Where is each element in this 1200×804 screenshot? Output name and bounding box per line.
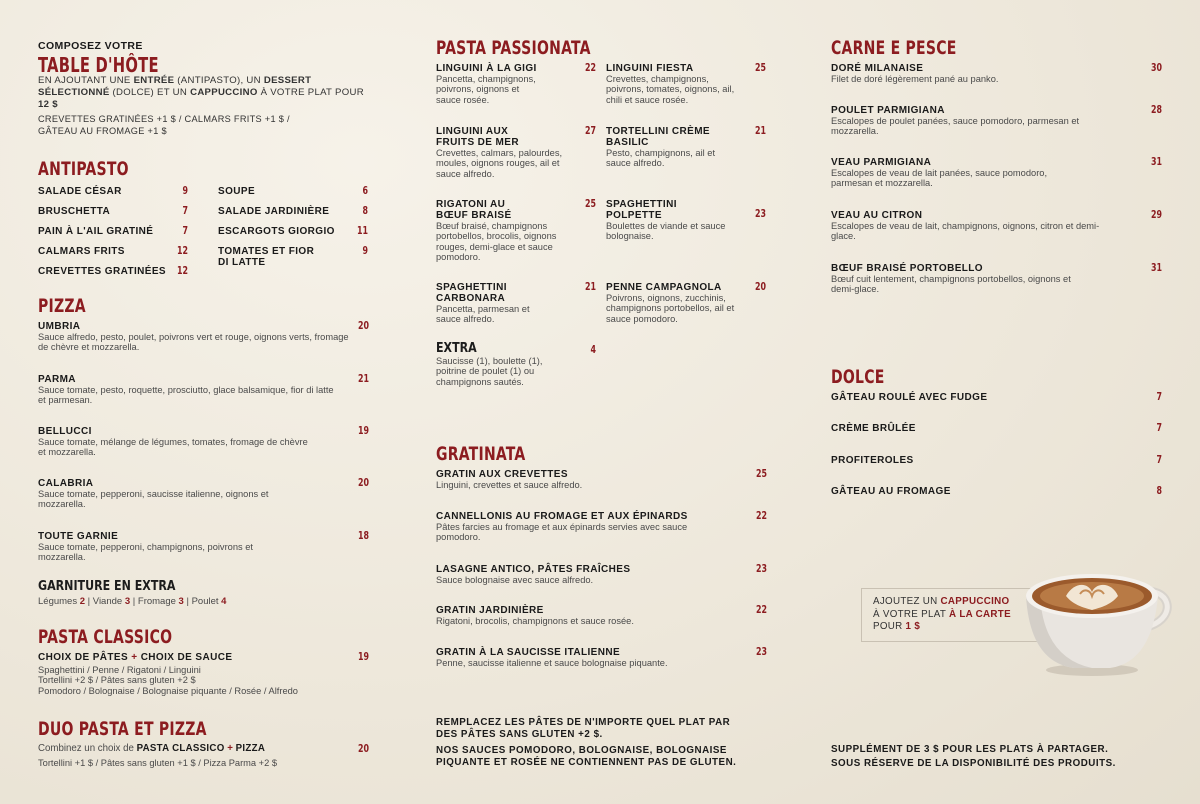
cappuccino-cup-image <box>1022 566 1174 678</box>
gratinata-item-name: GRATIN À LA SAUCISSE ITALIENNE <box>436 647 621 658</box>
gratinata-item-desc: Sauce bolognaise avec sauce alfredo. <box>436 575 594 585</box>
passionata-item-desc: Pesto, champignons, ail et sauce alfredo. <box>606 148 716 169</box>
pizza-item-price: 18 <box>357 529 369 542</box>
dolce-item-price: 7 <box>1156 421 1162 434</box>
gratinata-item-name: LASAGNE ANTICO, PÂTES FRAÎCHES <box>436 564 631 575</box>
carne-item-desc: Escalopes de veau de lait panées, sauce pomodoro, parmesan et mozzarella. <box>831 168 1048 189</box>
gratinata-item-desc: Penne, saucisse italienne et sauce bolognaise piquante. <box>436 658 668 668</box>
table-hote-description: EN AJOUTANT UNE ENTRÉE (ANTIPASTO), UN DESSERT SÉLECTIONNÉ (DOLCE) ET UN CAPPUCCINO À VOTRE PLAT POUR 12 $ <box>38 75 364 110</box>
pizza-title: PIZZA <box>38 295 86 317</box>
antipasto-item-name: SALADE JARDINIÈRE <box>218 206 330 217</box>
pasta-passionata-title: PASTA PASSIONATA <box>436 37 591 59</box>
duo-title: DUO PASTA ET PIZZA <box>38 718 207 740</box>
duo-description: Combinez un choix de PASTA CLASSICO + PIZZA <box>38 743 266 754</box>
pizza-item-name: TOUTE GARNIE <box>38 531 119 542</box>
gratinata-item-price: 23 <box>755 645 767 658</box>
gratinata-item-name: GRATIN AUX CREVETTES <box>436 469 568 480</box>
gratinata-item-desc: Linguini, crevettes et sauce alfredo. <box>436 480 583 490</box>
antipasto-item-name: ESCARGOTS GIORGIO <box>218 226 335 237</box>
carne-item-desc: Bœuf cuit lentement, champignons portobellos, oignons et demi-glace. <box>831 274 1071 295</box>
gratinata-title: GRATINATA <box>436 443 526 465</box>
dolce-item-name: GÂTEAU ROULÉ AVEC FUDGE <box>831 392 988 403</box>
pizza-item-name: PARMA <box>38 374 76 385</box>
passionata-item-price: 21 <box>754 124 766 137</box>
carne-item-name: DORÉ MILANAISE <box>831 63 924 74</box>
dolce-item-name: GÂTEAU AU FROMAGE <box>831 486 951 497</box>
passionata-item-price: 27 <box>584 124 596 137</box>
antipasto-item-name: CREVETTES GRATINÉES <box>38 266 166 277</box>
extra-desc: Saucisse (1), boulette (1), poitrine de poulet (1) ou champignons sautés. <box>436 356 543 387</box>
antipasto-item-price: 12 <box>176 244 188 257</box>
antipasto-item-name: TOMATES ET FIOR DI LATTE <box>218 246 315 268</box>
passionata-item-price: 21 <box>584 280 596 293</box>
carne-item-desc: Filet de doré légèrement pané au panko. <box>831 74 999 84</box>
gratinata-item-price: 23 <box>755 562 767 575</box>
carne-item-price: 31 <box>1150 261 1162 274</box>
garniture-list: Légumes 2 | Viande 3 | Fromage 3 | Poulet 4 <box>38 596 227 607</box>
passionata-item-price: 25 <box>754 61 766 74</box>
passionata-item-price: 25 <box>584 197 596 210</box>
passionata-item-name: LINGUINI AUX FRUITS DE MER <box>436 126 519 148</box>
carne-item-price: 31 <box>1150 155 1162 168</box>
pizza-item-desc: Sauce tomate, pepperoni, saucisse italienne, oignons et mozzarella. <box>38 489 269 510</box>
pizza-item-price: 20 <box>357 319 369 332</box>
gratinata-item-price: 25 <box>755 467 767 480</box>
antipasto-item-name: PAIN À L'AIL GRATINÉ <box>38 226 154 237</box>
carne-item-desc: Escalopes de poulet panées, sauce pomodoro, parmesan et mozzarella. <box>831 116 1080 137</box>
dolce-item-price: 8 <box>1156 484 1162 497</box>
pizza-item-price: 21 <box>357 372 369 385</box>
availability-note: SOUS RÉSERVE DE LA DISPONIBILITÉ DES PRODUITS. <box>831 758 1116 769</box>
carne-item-name: VEAU PARMIGIANA <box>831 157 932 168</box>
gratinata-item-price: 22 <box>755 509 767 522</box>
gratinata-item-name: CANNELLONIS AU FROMAGE ET AUX ÉPINARDS <box>436 511 688 522</box>
antipasto-item-price: 7 <box>182 224 188 237</box>
antipasto-item-name: BRUSCHETTA <box>38 206 111 217</box>
passionata-item-price: 22 <box>584 61 596 74</box>
extra-title: EXTRA <box>436 340 477 356</box>
passionata-item-price: 20 <box>754 280 766 293</box>
table-hote-kicker: COMPOSEZ VOTRE <box>38 40 143 52</box>
passionata-item-name: PENNE CAMPAGNOLA <box>606 282 722 293</box>
passionata-item-name: RIGATONI AU BŒUF BRAISÉ <box>436 199 512 221</box>
gratinata-item-name: GRATIN JARDINIÈRE <box>436 605 544 616</box>
passionata-item-name: LINGUINI FIESTA <box>606 63 694 74</box>
passionata-item-desc: Poivrons, oignons, zucchinis, champignons portobellos, ail et sauce pomodoro. <box>606 293 735 324</box>
cappuccino-text: AJOUTEZ UN CAPPUCCINO À VOTRE PLAT À LA CARTE POUR 1 $ <box>873 596 1011 632</box>
dolce-item-price: 7 <box>1156 453 1162 466</box>
pizza-item-name: UMBRIA <box>38 321 81 332</box>
sharing-supplement-note: SUPPLÉMENT DE 3 $ POUR LES PLATS À PARTAGER. <box>831 744 1109 755</box>
passionata-item-name: SPAGHETTINI CARBONARA <box>436 282 507 304</box>
pizza-item-name: CALABRIA <box>38 478 94 489</box>
duo-options: Tortellini +1 $ / Pâtes sans gluten +1 $ / Pizza Parma +2 $ <box>38 758 278 768</box>
table-hote-title: TABLE D'HÔTE <box>38 53 159 77</box>
pizza-item-desc: Sauce alfredo, pesto, poulet, poivrons vert et rouge, oignons verts, fromage de chèvre et mozzarella. <box>38 332 349 353</box>
antipasto-item-price: 7 <box>182 204 188 217</box>
carne-item-name: POULET PARMIGIANA <box>831 105 945 116</box>
antipasto-item-name: CALMARS FRITS <box>38 246 125 257</box>
pizza-item-desc: Sauce tomate, pepperoni, champignons, poivrons et mozzarella. <box>38 542 253 563</box>
passionata-item-desc: Pancetta, parmesan et sauce alfredo. <box>436 304 530 325</box>
carne-item-name: BŒUF BRAISÉ PORTOBELLO <box>831 263 983 274</box>
antipasto-item-price: 12 <box>176 264 188 277</box>
carne-item-price: 29 <box>1150 208 1162 221</box>
extra-price: 4 <box>590 343 596 356</box>
pasta-classico-choice: CHOIX DE PÂTES + CHOIX DE SAUCE <box>38 652 233 663</box>
carne-item-price: 28 <box>1150 103 1162 116</box>
sauces-note: NOS SAUCES POMODORO, BOLOGNAISE, BOLOGNAISE PIQUANTE ET ROSÉE NE CONTIENNENT PAS DE GLUTEN. <box>436 745 737 768</box>
duo-price: 20 <box>357 742 369 755</box>
pizza-item-desc: Sauce tomate, pesto, roquette, prosciutto, glace balsamique, fior di latte et parmesan. <box>38 385 334 406</box>
passionata-item-name: LINGUINI À LA GIGI <box>436 63 537 74</box>
passionata-item-name: SPAGHETTINI POLPETTE <box>606 199 677 221</box>
pizza-item-price: 19 <box>357 424 369 437</box>
pizza-item-name: BELLUCCI <box>38 426 92 437</box>
pasta-classico-options: Spaghettini / Penne / Rigatoni / Linguini Tortellini +2 $ / Pâtes sans gluten +2 $ Pomodoro / Bolognaise / Bolognaise piquante / Rosée / Alfredo <box>38 665 298 696</box>
passionata-item-desc: Bœuf braisé, champignons portobellos, brocolis, oignons rouges, demi-glace et sauce pomodoro. <box>436 221 557 263</box>
gratinata-item-price: 22 <box>755 603 767 616</box>
antipasto-item-price: 6 <box>362 184 368 197</box>
gluten-free-note: REMPLACEZ LES PÂTES DE N'IMPORTE QUEL PLAT PAR DES PÂTES SANS GLUTEN +2 $. <box>436 717 731 740</box>
passionata-item-desc: Crevettes, champignons, poivrons, tomates, oignons, ail, chili et sauce rosée. <box>606 74 735 105</box>
dolce-title: DOLCE <box>831 366 885 388</box>
carne-item-price: 30 <box>1150 61 1162 74</box>
carne-item-name: VEAU AU CITRON <box>831 210 923 221</box>
garniture-title: GARNITURE EN EXTRA <box>38 578 176 594</box>
passionata-item-name: TORTELLINI CRÈME BASILIC <box>606 126 710 148</box>
antipasto-item-name: SALADE CÉSAR <box>38 186 122 197</box>
dolce-item-price: 7 <box>1156 390 1162 403</box>
passionata-item-price: 23 <box>754 207 766 220</box>
pasta-classico-price: 19 <box>357 650 369 663</box>
pizza-item-price: 20 <box>357 476 369 489</box>
passionata-item-desc: Pancetta, champignons, poivrons, oignons et sauce rosée. <box>436 74 536 105</box>
antipasto-item-name: SOUPE <box>218 186 256 197</box>
passionata-item-desc: Boulettes de viande et sauce bolognaise. <box>606 221 726 242</box>
dolce-item-name: CRÈME BRÛLÉE <box>831 423 916 434</box>
antipasto-title: ANTIPASTO <box>38 158 129 180</box>
antipasto-item-price: 9 <box>182 184 188 197</box>
dolce-item-name: PROFITEROLES <box>831 455 914 466</box>
antipasto-item-price: 8 <box>362 204 368 217</box>
gratinata-item-desc: Pâtes farcies au fromage et aux épinards servies avec sauce pomodoro. <box>436 522 688 543</box>
pizza-item-desc: Sauce tomate, mélange de légumes, tomates, fromage de chèvre et mozzarella. <box>38 437 308 458</box>
passionata-item-desc: Crevettes, calmars, palourdes, moules, oignons rouges, ail et sauce alfredo. <box>436 148 563 179</box>
gratinata-item-desc: Rigatoni, brocolis, champignons et sauce rosée. <box>436 616 634 626</box>
antipasto-item-price: 9 <box>362 244 368 257</box>
pasta-classico-title: PASTA CLASSICO <box>38 626 173 648</box>
carne-title: CARNE E PESCE <box>831 37 957 59</box>
antipasto-item-price: 11 <box>356 224 368 237</box>
table-hote-extras: CREVETTES GRATINÉES +1 $ / CALMARS FRITS +1 $ / GÂTEAU AU FROMAGE +1 $ <box>38 114 290 136</box>
carne-item-desc: Escalopes de veau de lait, champignons, oignons, citron et demi-glace. <box>831 221 1100 242</box>
